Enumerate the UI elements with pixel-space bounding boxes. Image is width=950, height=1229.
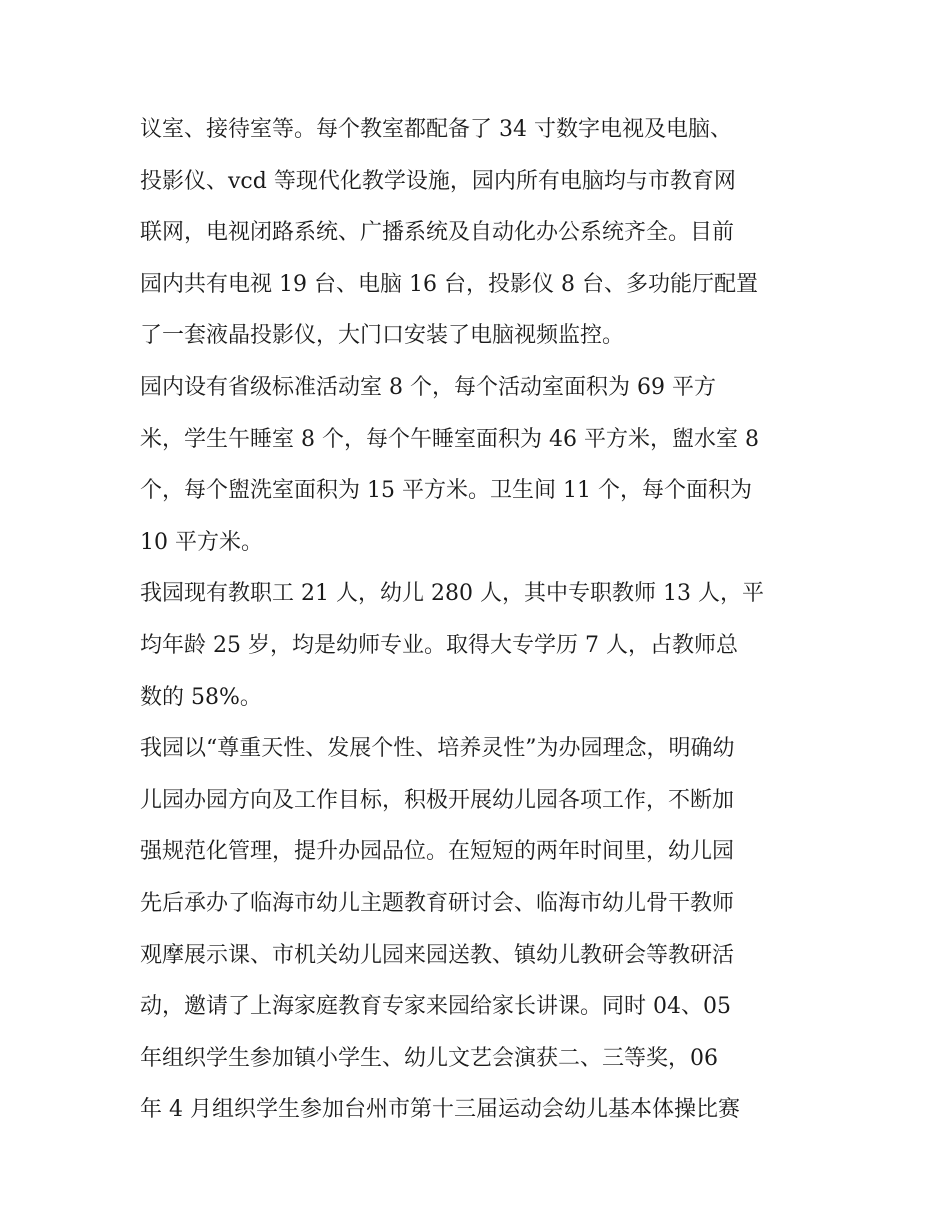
text-line: 年组织学生参加镇小学生、幼儿文艺会演获二、三等奖，06: [140, 1045, 718, 1071]
text-line: 米，学生午睡室 8 个，每个午睡室面积为 46 平方米，盥水室 8: [140, 426, 759, 452]
body-text: [140, 104, 820, 1136]
text-line: 投影仪、vcd 等现代化教学设施，园内所有电脑均与市教育网: [140, 168, 736, 194]
text-line: 我园现有教职工 21 人，幼儿 280 人，其中专职教师 13 人，平: [140, 581, 764, 607]
text-line: 10 平方米。: [140, 529, 263, 555]
text-line: 先后承办了临海市幼儿主题教育研讨会、临海市幼儿骨干教师: [140, 890, 735, 916]
text-line: 园内共有电视 19 台、电脑 16 台，投影仪 8 台、多功能厅配置: [140, 271, 758, 297]
text-line: 儿园办园方向及工作目标，积极开展幼儿园各项工作，不断加: [140, 787, 735, 813]
text-line: 议室、接待室等。每个教室都配备了 34 寸数字电视及电脑、: [140, 117, 732, 142]
text-line: 了一套液晶投影仪，大门口安装了电脑视频监控。: [140, 323, 625, 349]
text-line: 我园以“尊重天性、发展个性、培养灵性”为办园理念，明确幼: [140, 736, 735, 762]
text-line: 观摩展示课、市机关幼儿园来园送教、镇幼儿教研会等教研活: [140, 942, 735, 968]
text-line: 个，每个盥洗室面积为 15 平方米。卫生间 11 个，每个面积为: [140, 478, 752, 504]
text-line: 强规范化管理，提升办园品位。在短短的两年时间里，幼儿园: [140, 839, 735, 865]
text-line: 年 4 月组织学生参加台州市第十三届运动会幼儿基本体操比赛: [140, 1097, 740, 1123]
text-line: 园内设有省级标准活动室 8 个，每个活动室面积为 69 平方: [140, 374, 716, 400]
text-line: 均年龄 25 岁，均是幼师专业。取得大专学历 7 人，占教师总: [140, 632, 738, 658]
text-line: 联网，电视闭路系统、广播系统及自动化办公系统齐全。目前: [140, 220, 735, 246]
text-line: 动，邀请了上海家庭教育专家来园给家长讲课。同时 04、05: [140, 994, 731, 1020]
text-line: 数的 58%。: [140, 684, 262, 710]
